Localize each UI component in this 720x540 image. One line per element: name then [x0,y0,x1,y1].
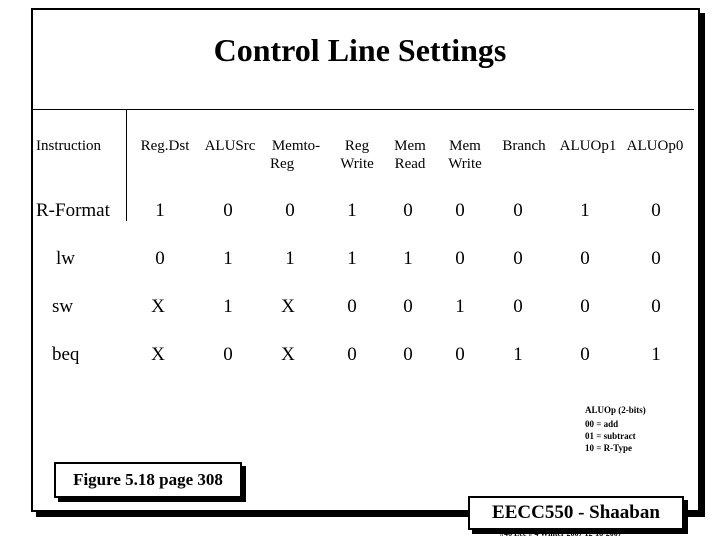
header-memwrite [440,137,490,173]
table-cell: 1 [455,296,465,317]
course-footer: EECC550 - Shaaban [468,496,684,530]
table-cell: 1 [223,296,233,317]
legend-title: ALUOp (2-bits) [585,405,646,415]
table-cell: 0 [651,296,661,317]
header-line: Write [448,156,482,172]
header-line: Mem [394,138,426,154]
table-cell: 0 [403,296,413,317]
header-regwrite [332,137,382,173]
row-label: beq [52,344,80,365]
table-cell: 1 [403,248,413,269]
header-line: Instruction [36,138,101,154]
table-cell: 0 [651,248,661,269]
table-cell: 1 [285,248,295,269]
table-cell: 0 [347,296,357,317]
table-cell: X [151,344,165,365]
table-cell: 0 [455,248,465,269]
header-line: ALUOp1 [559,138,617,154]
header-line: ALUSrc [204,138,256,154]
figure-caption: Figure 5.18 page 308 [54,462,242,498]
row-label: R-Format [36,200,110,221]
header-memtoreg [266,137,326,173]
header-branch [494,137,554,155]
header-line: Memto- [271,138,321,154]
header-memread [385,137,435,173]
header-line: Write [340,156,374,172]
table-cell: 0 [455,344,465,365]
header-aluop1 [557,137,619,155]
table-cell: X [281,296,295,317]
table-cell: 0 [580,296,590,317]
column-divider [126,110,127,221]
header-line: ALUOp0 [626,138,684,154]
header-line: Mem [449,138,481,154]
table-cell: 1 [223,248,233,269]
table-cell: X [281,344,295,365]
legend-line: 10 = R-Type [585,443,632,453]
header-aluop0 [624,137,686,155]
table-cell: 1 [580,200,590,221]
header-alusrc [200,137,260,155]
table-cell: X [151,296,165,317]
table-cell: 0 [513,248,523,269]
table-cell: 0 [651,200,661,221]
table-cell: 1 [155,200,165,221]
header-line: Reg [344,138,370,154]
table-cell: 0 [513,200,523,221]
table-cell: 0 [403,200,413,221]
aluop-legend [585,404,646,454]
table-cell: 1 [347,200,357,221]
header-instruction [36,137,101,155]
header-line: Read [394,156,426,172]
table-cell: 0 [155,248,165,269]
legend-line: 00 = add [585,419,619,429]
table-cell: 1 [651,344,661,365]
header-regdst [135,137,195,155]
row-label: lw [56,248,75,269]
footer-details: #46 Lec # 4 Winter 2007 12-18-2007 [500,529,622,538]
table-cell: 0 [285,200,295,221]
table-cell: 0 [580,344,590,365]
header-line: Reg [270,156,295,172]
row-label: sw [52,296,74,317]
title-divider [33,109,694,110]
table-cell: 0 [223,200,233,221]
table-cell: 0 [223,344,233,365]
header-line: Reg.Dst [140,138,190,154]
table-cell: 1 [513,344,523,365]
table-cell: 0 [403,344,413,365]
legend-line: 01 = subtract [585,431,636,441]
table-cell: 0 [580,248,590,269]
table-cell: 0 [455,200,465,221]
table-cell: 1 [347,248,357,269]
table-cell: 0 [513,296,523,317]
slide-title: Control Line Settings [213,32,507,68]
table-cell: 0 [347,344,357,365]
header-line: Branch [502,138,546,154]
